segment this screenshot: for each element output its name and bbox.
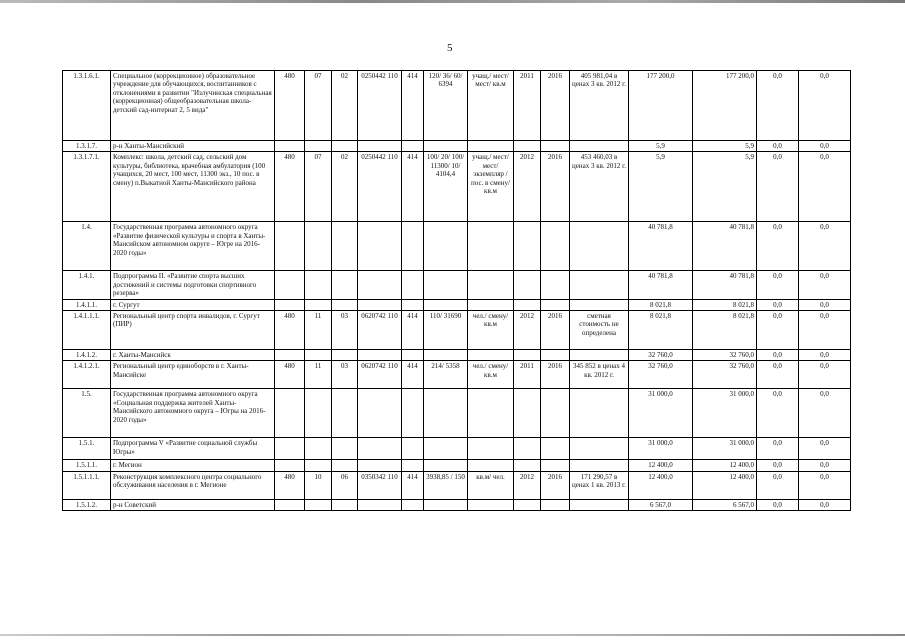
col-year-2017: 0,0 [757, 299, 799, 310]
table-row [63, 141, 851, 152]
col-year-2016: 31 000,0 [693, 389, 757, 438]
col-subsection [332, 271, 358, 299]
col-target-article: 0250442 110 [358, 71, 402, 141]
row-name: Подпрограмма II. «Развитие спорта высших достижений и системы подготовки спортивного резерва» [111, 271, 275, 299]
col-year-2017: 0,0 [757, 152, 799, 222]
col-target-article [358, 499, 402, 510]
col-units [468, 141, 514, 152]
col-end-year [541, 271, 570, 299]
col-year-2016: 32 760,0 [693, 361, 757, 389]
col-total: 177 200,0 [629, 71, 693, 141]
col-start-year [514, 389, 541, 438]
col-total: 32 760,0 [629, 350, 693, 361]
col-end-year: 2016 [541, 311, 570, 350]
col-capacity [424, 271, 468, 299]
col-target-article [358, 299, 402, 310]
col-estimate [570, 271, 629, 299]
col-section [305, 438, 332, 460]
col-year-2018: 0,0 [799, 460, 851, 471]
row-code: 1.3.1.7. [63, 141, 111, 152]
col-year-2016: 6 567,0 [693, 499, 757, 510]
col-subsection [332, 141, 358, 152]
col-year-2018: 0,0 [799, 141, 851, 152]
col-expense-type [402, 460, 424, 471]
col-total: 32 760,0 [629, 361, 693, 389]
col-units [468, 499, 514, 510]
col-total: 5,9 [629, 152, 693, 222]
table-row [63, 311, 851, 350]
row-code: 1.4.1.1. [63, 299, 111, 310]
col-units: учащ./ мест/ мест/ кв.м [468, 71, 514, 141]
col-estimate [570, 499, 629, 510]
col-year-2018: 0,0 [799, 299, 851, 310]
col-capacity [424, 499, 468, 510]
row-code: 1.4. [63, 222, 111, 271]
row-name: г. Ханты-Мансийск [111, 350, 275, 361]
col-year-2017: 0,0 [757, 141, 799, 152]
col-target-article [358, 460, 402, 471]
col-expense-type [402, 271, 424, 299]
col-year-2017: 0,0 [757, 271, 799, 299]
col-capacity: 3938,85 / 150 [424, 471, 468, 499]
row-code: 1.5.1.1. [63, 460, 111, 471]
col-section [305, 460, 332, 471]
col-estimate [570, 438, 629, 460]
row-name: г. Мегион [111, 460, 275, 471]
col-subsection [332, 389, 358, 438]
row-name: Комплекс: школа, детский сад, сельский дом культуры, библиотека, врачебная амбулатория (100 учащихся, 20 мест, 100 мест, 11300 экз., 10 пос. в смену) п.Выкатной Ханты-Мансийского района [111, 152, 275, 222]
col-section [305, 141, 332, 152]
budget-table [62, 70, 851, 511]
col-year-2018: 0,0 [799, 311, 851, 350]
col-total: 8 021,8 [629, 299, 693, 310]
col-expense-type [402, 141, 424, 152]
col-estimate [570, 222, 629, 271]
col-year-2016: 12 400,0 [693, 471, 757, 499]
col-year-2016: 177 200,0 [693, 71, 757, 141]
col-year-2018: 0,0 [799, 389, 851, 438]
col-subsection [332, 222, 358, 271]
table-row [63, 471, 851, 499]
col-ministry [275, 350, 305, 361]
col-year-2017: 0,0 [757, 222, 799, 271]
col-target-article: 0350342 110 [358, 471, 402, 499]
col-target-article: 0620742 110 [358, 361, 402, 389]
row-name: р-н Ханты-Мансийский [111, 141, 275, 152]
col-year-2018: 0,0 [799, 271, 851, 299]
col-year-2018: 0,0 [799, 222, 851, 271]
row-code: 1.5.1.1.1. [63, 471, 111, 499]
col-ministry: 480 [275, 152, 305, 222]
row-code: 1.4.1.1.1. [63, 311, 111, 350]
row-name: г. Сургут [111, 299, 275, 310]
col-capacity: 100/ 20/ 100/ 11300/ 10/ 4104,4 [424, 152, 468, 222]
col-end-year [541, 460, 570, 471]
col-units [468, 460, 514, 471]
row-name: Специальное (коррекционное) образовательное учреждение для обучающихся, воспитанников с отклонениями в развитии "Излучинская специальная (коррекционная) общеобразовательная школа-детский сад-интернат 2, 5 вида" [111, 71, 275, 141]
col-estimate: 405 981,04 в ценах 3 кв. 2012 г. [570, 71, 629, 141]
col-total: 31 000,0 [629, 389, 693, 438]
col-ministry: 480 [275, 361, 305, 389]
col-expense-type [402, 389, 424, 438]
row-code: 1.5.1. [63, 438, 111, 460]
table-row [63, 460, 851, 471]
col-expense-type [402, 350, 424, 361]
col-year-2016: 8 021,8 [693, 299, 757, 310]
col-year-2016: 5,9 [693, 141, 757, 152]
col-start-year: 2011 [514, 361, 541, 389]
table-row [63, 271, 851, 299]
col-estimate [570, 141, 629, 152]
col-section: 11 [305, 311, 332, 350]
table-row [63, 499, 851, 510]
col-units [468, 389, 514, 438]
table-row [63, 438, 851, 460]
col-section: 11 [305, 361, 332, 389]
col-subsection: 03 [332, 361, 358, 389]
col-end-year [541, 389, 570, 438]
col-year-2018: 0,0 [799, 438, 851, 460]
col-units [468, 271, 514, 299]
col-capacity [424, 460, 468, 471]
col-ministry: 480 [275, 311, 305, 350]
col-units [468, 350, 514, 361]
col-capacity [424, 299, 468, 310]
col-year-2017: 0,0 [757, 311, 799, 350]
col-target-article [358, 222, 402, 271]
col-expense-type: 414 [402, 471, 424, 499]
col-section: 10 [305, 471, 332, 499]
col-units [468, 299, 514, 310]
col-section [305, 499, 332, 510]
col-year-2016: 40 781,8 [693, 222, 757, 271]
col-year-2017: 0,0 [757, 350, 799, 361]
col-ministry [275, 438, 305, 460]
col-start-year [514, 438, 541, 460]
table-row [63, 389, 851, 438]
col-start-year [514, 271, 541, 299]
col-expense-type [402, 299, 424, 310]
col-estimate [570, 460, 629, 471]
col-year-2016: 32 760,0 [693, 350, 757, 361]
col-end-year: 2016 [541, 361, 570, 389]
col-target-article [358, 389, 402, 438]
col-ministry [275, 222, 305, 271]
col-capacity [424, 438, 468, 460]
row-code: 1.4.1. [63, 271, 111, 299]
col-start-year [514, 299, 541, 310]
col-ministry [275, 299, 305, 310]
col-subsection [332, 350, 358, 361]
col-capacity [424, 222, 468, 271]
col-capacity: 214/ 5358 [424, 361, 468, 389]
col-subsection: 02 [332, 152, 358, 222]
col-units: чел./ смену/ кв.м [468, 311, 514, 350]
col-total: 12 400,0 [629, 471, 693, 499]
row-code: 1.5. [63, 389, 111, 438]
scan-edge-top [0, 0, 905, 3]
table-row [63, 361, 851, 389]
table-row [63, 152, 851, 222]
col-subsection: 03 [332, 311, 358, 350]
col-estimate: 453 460,03 в ценах 3 кв. 2012 г. [570, 152, 629, 222]
col-year-2017: 0,0 [757, 471, 799, 499]
col-start-year: 2012 [514, 311, 541, 350]
col-total: 5,9 [629, 141, 693, 152]
col-year-2016: 5,9 [693, 152, 757, 222]
col-start-year [514, 141, 541, 152]
col-year-2017: 0,0 [757, 499, 799, 510]
col-expense-type [402, 499, 424, 510]
page-number: 5 [447, 42, 453, 54]
col-units: учащ./ мест/ мест/ экземпляр / пос. в смену/ кв.м [468, 152, 514, 222]
col-capacity [424, 350, 468, 361]
col-year-2017: 0,0 [757, 460, 799, 471]
col-estimate: сметная стоимость не определена [570, 311, 629, 350]
col-end-year [541, 438, 570, 460]
col-expense-type [402, 222, 424, 271]
row-name: Подпрограмма V «Развитие социальной службы Югры» [111, 438, 275, 460]
col-start-year [514, 499, 541, 510]
col-year-2018: 0,0 [799, 361, 851, 389]
col-ministry: 480 [275, 471, 305, 499]
col-end-year [541, 299, 570, 310]
row-name: Государственная программа автономного округа «Социальная поддержка жителей Ханты-Мансийского автономного округа – Югры на 2016-2020 годы» [111, 389, 275, 438]
col-subsection: 02 [332, 71, 358, 141]
col-start-year: 2012 [514, 152, 541, 222]
col-year-2016: 40 781,8 [693, 271, 757, 299]
col-ministry [275, 460, 305, 471]
col-year-2016: 8 021,8 [693, 311, 757, 350]
col-start-year [514, 222, 541, 271]
row-name: Региональный центр единоборств в г. Ханты-Мансийске [111, 361, 275, 389]
col-estimate: 345 852 в ценах 4 кв. 2012 г. [570, 361, 629, 389]
col-target-article [358, 271, 402, 299]
col-year-2018: 0,0 [799, 499, 851, 510]
col-end-year [541, 141, 570, 152]
scan-edge-bottom [0, 634, 905, 636]
col-estimate [570, 389, 629, 438]
col-section [305, 350, 332, 361]
col-target-article: 0250442 110 [358, 152, 402, 222]
col-ministry [275, 389, 305, 438]
col-start-year [514, 350, 541, 361]
col-section [305, 299, 332, 310]
col-section [305, 389, 332, 438]
col-start-year [514, 460, 541, 471]
col-expense-type: 414 [402, 152, 424, 222]
col-end-year: 2016 [541, 152, 570, 222]
col-capacity [424, 141, 468, 152]
row-code: 1.3.1.7.1. [63, 152, 111, 222]
col-year-2017: 0,0 [757, 361, 799, 389]
row-name: Государственная программа автономного округа «Развитие физической культуры и спорта в Ханты-Мансийском автономном округе – Югре на 2016-2020 годы» [111, 222, 275, 271]
col-subsection: 06 [332, 471, 358, 499]
col-section: 07 [305, 71, 332, 141]
col-total: 6 567,0 [629, 499, 693, 510]
col-end-year [541, 222, 570, 271]
col-start-year: 2012 [514, 471, 541, 499]
table-row [63, 299, 851, 310]
col-total: 12 400,0 [629, 460, 693, 471]
col-year-2018: 0,0 [799, 152, 851, 222]
col-target-article [358, 350, 402, 361]
row-name: Реконструкция комплексного центра социального обслуживания населения в г. Мегионе [111, 471, 275, 499]
col-ministry: 480 [275, 71, 305, 141]
col-expense-type: 414 [402, 361, 424, 389]
row-code: 1.3.1.6.1. [63, 71, 111, 141]
col-start-year: 2011 [514, 71, 541, 141]
col-units [468, 222, 514, 271]
col-end-year [541, 350, 570, 361]
col-end-year [541, 499, 570, 510]
row-code: 1.5.1.2. [63, 499, 111, 510]
col-target-article [358, 141, 402, 152]
col-estimate [570, 299, 629, 310]
table-row [63, 222, 851, 271]
col-units: чел./ смену/ кв.м [468, 361, 514, 389]
col-total: 40 781,8 [629, 222, 693, 271]
col-ministry [275, 499, 305, 510]
col-year-2016: 31 000,0 [693, 438, 757, 460]
col-target-article: 0620742 110 [358, 311, 402, 350]
col-ministry [275, 271, 305, 299]
col-capacity: 120/ 36/ 60/ 6394 [424, 71, 468, 141]
row-code: 1.4.1.2. [63, 350, 111, 361]
col-subsection [332, 299, 358, 310]
row-name: р-н Советский [111, 499, 275, 510]
col-section [305, 222, 332, 271]
row-name: Региональный центр спорта инвалидов, г. Сургут (ПИР) [111, 311, 275, 350]
col-year-2017: 0,0 [757, 389, 799, 438]
row-code: 1.4.1.2.1. [63, 361, 111, 389]
col-year-2018: 0,0 [799, 471, 851, 499]
col-expense-type: 414 [402, 71, 424, 141]
col-subsection [332, 460, 358, 471]
col-section: 07 [305, 152, 332, 222]
col-year-2016: 12 400,0 [693, 460, 757, 471]
col-capacity: 110/ 31690 [424, 311, 468, 350]
col-end-year: 2016 [541, 71, 570, 141]
col-expense-type: 414 [402, 311, 424, 350]
col-capacity [424, 389, 468, 438]
col-end-year: 2016 [541, 471, 570, 499]
col-target-article [358, 438, 402, 460]
table-body [63, 71, 851, 511]
col-year-2017: 0,0 [757, 71, 799, 141]
col-ministry [275, 141, 305, 152]
col-units: кв.м/ чел. [468, 471, 514, 499]
table-row [63, 350, 851, 361]
col-estimate [570, 350, 629, 361]
col-subsection [332, 499, 358, 510]
col-section [305, 271, 332, 299]
col-total: 8 021,8 [629, 311, 693, 350]
col-total: 40 781,8 [629, 271, 693, 299]
col-subsection [332, 438, 358, 460]
col-year-2018: 0,0 [799, 350, 851, 361]
col-estimate: 171 290,57 в ценах 1 кв. 2013 г. [570, 471, 629, 499]
table-row [63, 71, 851, 141]
col-units [468, 438, 514, 460]
col-expense-type [402, 438, 424, 460]
col-year-2018: 0,0 [799, 71, 851, 141]
col-total: 31 000,0 [629, 438, 693, 460]
col-year-2017: 0,0 [757, 438, 799, 460]
